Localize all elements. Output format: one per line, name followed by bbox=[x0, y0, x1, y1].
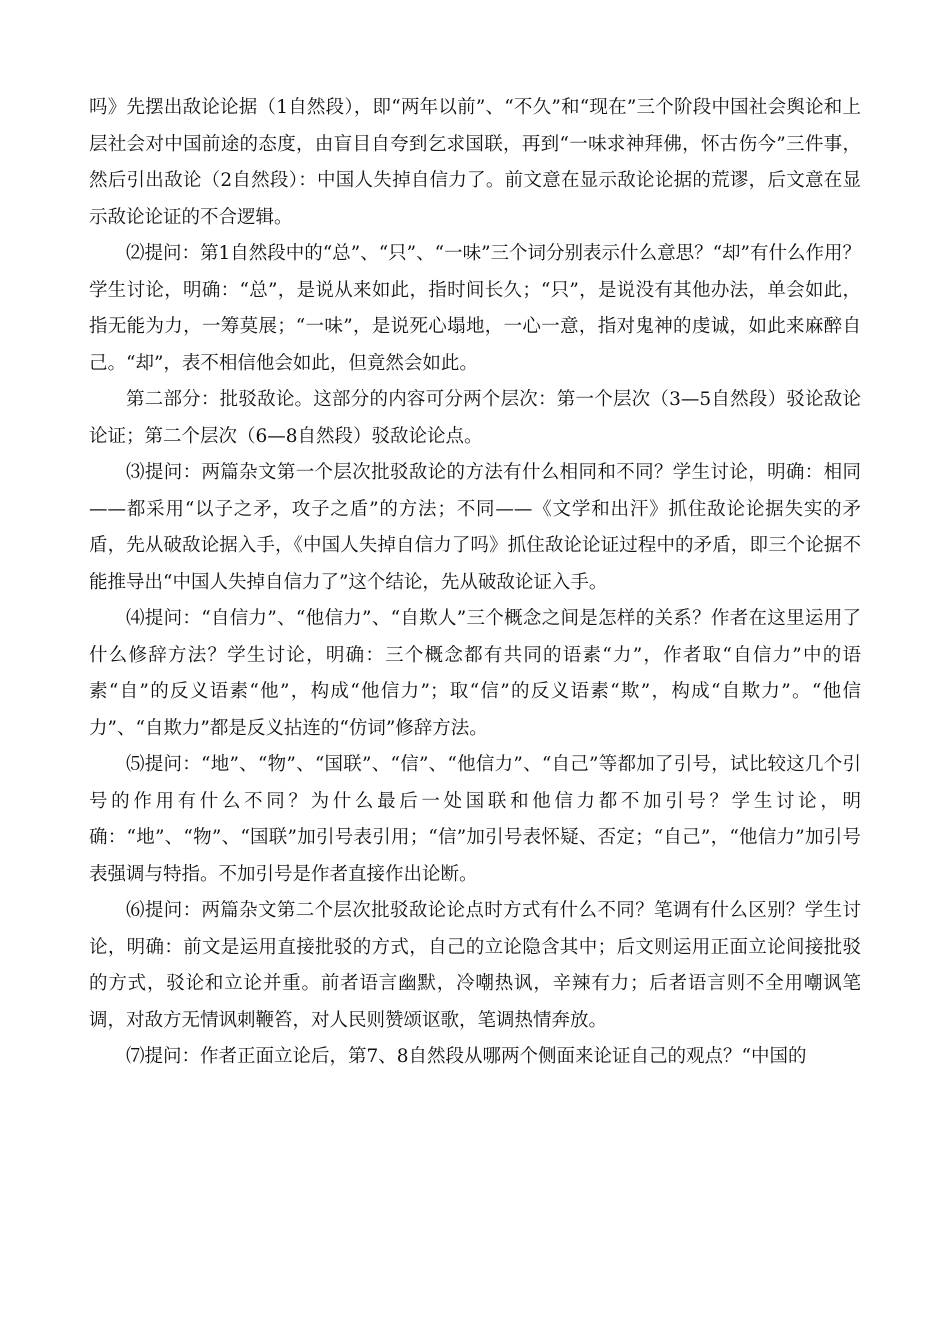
paragraph-question-5: ⑸提问：“地”、“物”、“国联”、“信”、“他信力”、“自己”等都加了引号，试比较这几个引号的作用有什么不同？为什么最后一处国联和他信力都不加引号？学生讨论，明确：“地”、“物”、“国联”加引号表引用；“信”加引号表怀疑、否定；“自己”，“他信力”加引号表强调与特指。不加引号是作者直接作出论断。 bbox=[89, 754, 861, 885]
paragraph-question-4: ⑷提问：“自信力”、“他信力”、“自欺人”三个概念之间是怎样的关系？作者在这里运用了什么修辞方法？学生讨论，明确：三个概念都有共同的语素“力”，作者取“自信力”中的语素“自”的反义语素“他”，构成“他信力”；取“信”的反义语素“欺”，构成“自欺力”。“他信力”、“自欺力”都是反义拈连的“仿词”修辞方法。 bbox=[89, 608, 861, 739]
paragraph-continued: 吗》先摆出敌论论据（1自然段），即“两年以前”、“不久”和“现在”三个阶段中国社会舆论和上层社会对中国前途的态度，由盲目自夸到乞求国联，再到“一味求神拜佛，怀古伤今”三件事，然后引出敌论（2自然段）：中国人失掉自信力了。前文意在显示敌论论据的荒谬，后文意在显示敌论论证的不合逻辑。 bbox=[89, 97, 861, 228]
paragraph-part-two: 第二部分：批驳敌论。这部分的内容可分两个层次：第一个层次（3—5自然段）驳论敌论论证；第二个层次（6—8自然段）驳敌论论点。 bbox=[89, 389, 861, 447]
paragraph-question-2: ⑵提问：第1自然段中的“总”、“只”、“一味”三个词分别表示什么意思？“却”有什么作用？学生讨论，明确：“总”，是说从来如此，指时间长久；“只”，是说没有其他办法，单会如此，指无能为力，一筹莫展；“一味”，是说死心塌地，一心一意，指对鬼神的虔诚，如此来麻醉自己。“却”，表不相信他会如此，但竟然会如此。 bbox=[89, 243, 861, 374]
paragraph-question-3: ⑶提问：两篇杂文第一个层次批驳敌论的方法有什么相同和不同？学生讨论，明确：相同——都采用“以子之矛，攻子之盾”的方法；不同——《文学和出汗》抓住敌论论据失实的矛盾，先从破敌论据入手，《中国人失掉自信力了吗》抓住敌论论证过程中的矛盾，即三个论据不能推导出“中国人失掉自信力了”这个结论，先从破敌论证入手。 bbox=[89, 462, 861, 593]
document-page bbox=[89, 90, 861, 1076]
paragraph-question-7: ⑺提问：作者正面立论后，第7、8自然段从哪两个侧面来论证自己的观点？“中国的 bbox=[126, 1046, 807, 1067]
paragraph-question-6: ⑹提问：两篇杂文第二个层次批驳敌论论点时方式有什么不同？笔调有什么区别？学生讨论，明确：前文是运用直接批驳的方式，自己的立论隐含其中；后文则运用正面立论间接批驳的方式，驳论和立论并重。前者语言幽默，冷嘲热讽，辛辣有力；后者语言则不全用嘲讽笔调，对敌方无情讽刺鞭笞，对人民则赞颂讴歌，笔调热情奔放。 bbox=[89, 900, 861, 1031]
